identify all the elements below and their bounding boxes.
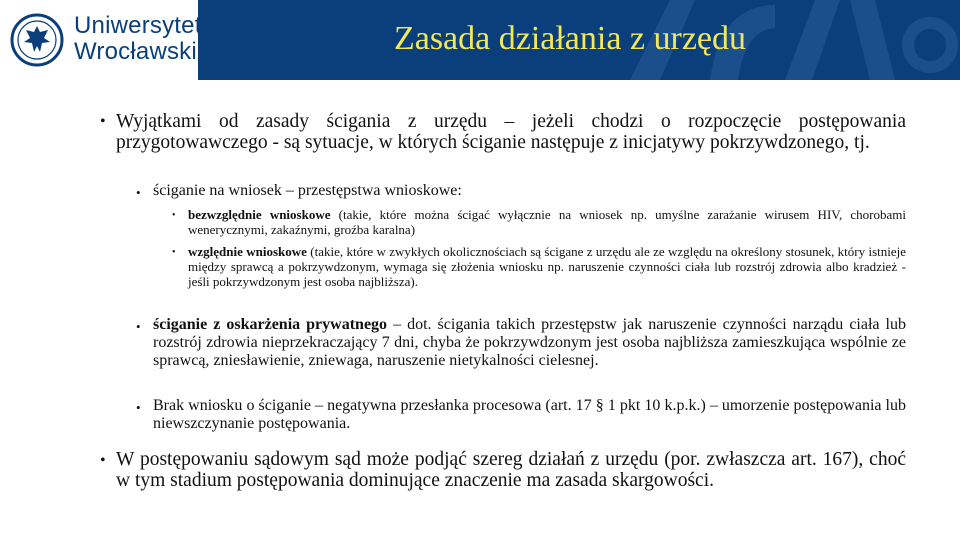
sub-bullet-private-prosecution (153, 316, 906, 370)
logo-text-line2: Wrocławski (74, 38, 197, 65)
bullet-point-court-proceedings: W postępowaniu sądowym sąd może podjąć szereg działań z urzędu (por. zwłaszcza art. 167), choć w tym stadium postępowania dominujące znaczenie ma zasada skargowości. (116, 449, 906, 491)
bullet-icon: • (136, 185, 141, 200)
bullet-icon: • (100, 452, 106, 469)
bullet-point-exceptions: Wyjątkami od zasady ścigania z urzędu – jeżeli chodzi o rozpoczęcie postępowania przygotowawczego - są sytuacje, w których ściganie następuje z inicjatywy pokrzywdzonego, tj. (116, 111, 906, 153)
slide-title: Zasada działania z urzędu (393, 20, 747, 57)
term-absolute-description: (takie, które można ścigać wyłącznie na wniosek np. umyślne zarażanie wirusem HIV, chorobami wenerycznymi, zakaźnymi, groźba karalna) (188, 207, 906, 237)
bullet-icon: • (100, 113, 106, 130)
logo-text-line1: Uniwersytet (74, 12, 202, 39)
bullet-icon: • (136, 400, 141, 415)
bullet-icon: • (136, 319, 141, 334)
sub-sub-bullet-relative (188, 244, 906, 289)
slide-content (0, 80, 960, 540)
sub-sub-bullet-absolute (188, 207, 906, 237)
term-private-prosecution: ściganie z oskarżenia prywatnego (153, 316, 388, 333)
university-logo (0, 0, 202, 80)
term-relative-description: (takie, które w zwykłych okolicznościach są ścigane z urzędu ale ze względu na określony stosunek, który istnieje między sprawcą a pokrzywdzonym, wymaga się złożenia wniosku np. naruszenie czynności ciała lub rozstrój zdrowia albo kradzież - jeśli pokrzywdzonym jest osoba najbliższa). (188, 244, 907, 289)
term-relative: względnie wnioskowe (188, 244, 307, 259)
bullet-icon: • (172, 247, 176, 258)
eagle-emblem-icon (10, 12, 64, 68)
bullet-icon: • (172, 210, 176, 221)
sub-bullet-on-request: ściganie na wniosek – przestępstwa wnioskowe: (153, 182, 462, 199)
slide-header (0, 0, 960, 80)
term-absolute: bezwzględnie wnioskowe (188, 207, 331, 222)
sub-bullet-no-request: Brak wniosku o ściganie – negatywna przesłanka procesowa (art. 17 § 1 pkt 10 k.p.k.) – umorzenie postępowania lub niewszczynanie postępowania. (153, 397, 906, 432)
term-private-prosecution-description: – dot. ścigania takich przestępstw jak naruszenie czynności narządu ciała lub rozstrój zdrowia nieprzekraczający 7 dni, chyba że pokrzywdzonym jest osoba najbliższa zamieszkująca wspólnie ze sprawcą, zniesławienie, zniewaga, naruszenie nietykalności cielesnej. (153, 316, 906, 369)
